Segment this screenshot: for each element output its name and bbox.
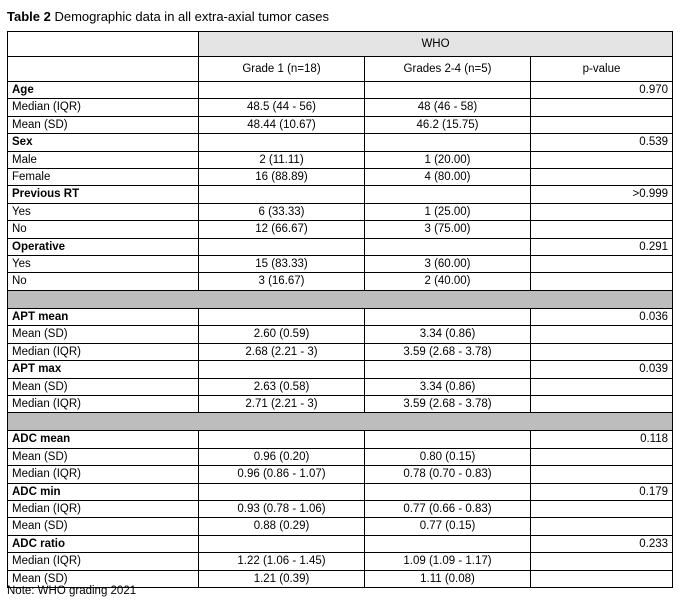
table-row [8, 553, 673, 570]
grade1-cell: 48.44 (10.67) [199, 116, 365, 133]
grade1-cell: 0.93 (0.78 - 1.06) [199, 500, 365, 517]
grade2-4-cell: 4 (80.00) [365, 169, 531, 186]
row-label: Yes [8, 256, 199, 273]
table-row [8, 395, 673, 412]
category-label: APT mean [8, 308, 199, 325]
grade1-cell: 1.21 (0.39) [199, 570, 365, 587]
header-grade1: Grade 1 (n=18) [199, 57, 365, 82]
table-row-category [8, 361, 673, 378]
grade2-4-cell: 0.77 (0.15) [365, 518, 531, 535]
header-row-group [8, 32, 673, 57]
table-row [8, 343, 673, 360]
p-value-cell: 0.039 [531, 361, 673, 378]
header-who: WHO [199, 32, 673, 57]
grade1-cell: 12 (66.67) [199, 221, 365, 238]
grade2-4-cell: 3.59 (2.68 - 3.78) [365, 343, 531, 360]
section-separator [8, 290, 673, 308]
row-label: Mean (SD) [8, 448, 199, 465]
grade2-4-cell: 0.80 (0.15) [365, 448, 531, 465]
table-row [8, 448, 673, 465]
row-label: Median (IQR) [8, 99, 199, 116]
p-value-cell: 0.233 [531, 535, 673, 552]
table-row-category [8, 186, 673, 203]
demographic-table [7, 31, 673, 588]
table-row [8, 116, 673, 133]
row-label: Mean (SD) [8, 518, 199, 535]
table-number: Table 2 [7, 9, 51, 24]
row-label: Mean (SD) [8, 116, 199, 133]
grade2-4-cell: 3 (75.00) [365, 221, 531, 238]
row-label: Median (IQR) [8, 500, 199, 517]
table-row-category [8, 535, 673, 552]
grade1-cell: 3 (16.67) [199, 273, 365, 290]
row-label: Mean (SD) [8, 570, 199, 587]
grade2-4-cell: 1.11 (0.08) [365, 570, 531, 587]
row-label: Female [8, 169, 199, 186]
p-value-cell: 0.539 [531, 134, 673, 151]
table-row [8, 99, 673, 116]
row-label: Median (IQR) [8, 466, 199, 483]
grade2-4-cell: 2 (40.00) [365, 273, 531, 290]
grade2-4-cell: 3.34 (0.86) [365, 378, 531, 395]
category-label: Operative [8, 238, 199, 255]
table-title: Demographic data in all extra-axial tumor cases [54, 9, 330, 24]
table-row [8, 221, 673, 238]
row-label: Mean (SD) [8, 378, 199, 395]
table-row [8, 326, 673, 343]
category-label: ADC ratio [8, 535, 199, 552]
row-label: Mean (SD) [8, 326, 199, 343]
table-caption [7, 8, 329, 26]
grade1-cell: 2.63 (0.58) [199, 378, 365, 395]
category-label: Age [8, 82, 199, 99]
grade1-cell: 16 (88.89) [199, 169, 365, 186]
grade2-4-cell: 3.59 (2.68 - 3.78) [365, 395, 531, 412]
row-label: No [8, 273, 199, 290]
grade1-cell: 1.22 (1.06 - 1.45) [199, 553, 365, 570]
grade2-4-cell: 1 (20.00) [365, 151, 531, 168]
grade1-cell: 0.88 (0.29) [199, 518, 365, 535]
table-row-category [8, 134, 673, 151]
p-value-cell: >0.999 [531, 186, 673, 203]
table-row [8, 169, 673, 186]
table-footnote: Note: WHO grading 2021 [7, 585, 137, 597]
grade1-cell: 6 (33.33) [199, 203, 365, 220]
grade1-cell: 2.60 (0.59) [199, 326, 365, 343]
grade2-4-cell: 46.2 (15.75) [365, 116, 531, 133]
grade1-cell: 0.96 (0.86 - 1.07) [199, 466, 365, 483]
grade2-4-cell: 1.09 (1.09 - 1.17) [365, 553, 531, 570]
table-row [8, 273, 673, 290]
grade1-cell: 0.96 (0.20) [199, 448, 365, 465]
table-row-category [8, 82, 673, 99]
grade1-cell: 15 (83.33) [199, 256, 365, 273]
table-row [8, 256, 673, 273]
header-empty-cell [8, 32, 199, 57]
category-label: Previous RT [8, 186, 199, 203]
category-label: ADC min [8, 483, 199, 500]
row-label: Median (IQR) [8, 343, 199, 360]
header-grade2-4: Grades 2-4 (n=5) [365, 57, 531, 82]
header-empty-cell [8, 57, 199, 82]
table-row [8, 203, 673, 220]
row-label: Median (IQR) [8, 395, 199, 412]
grade2-4-cell: 48 (46 - 58) [365, 99, 531, 116]
table-row-category [8, 238, 673, 255]
p-value-cell: 0.970 [531, 82, 673, 99]
p-value-cell: 0.118 [531, 431, 673, 448]
p-value-cell: 0.179 [531, 483, 673, 500]
category-label: Sex [8, 134, 199, 151]
grade2-4-cell: 3.34 (0.86) [365, 326, 531, 343]
p-value-cell: 0.036 [531, 308, 673, 325]
header-p-value: p-value [531, 57, 673, 82]
p-value-cell: 0.291 [531, 238, 673, 255]
header-row-columns [8, 57, 673, 82]
row-label: Male [8, 151, 199, 168]
grade2-4-cell: 1 (25.00) [365, 203, 531, 220]
row-label: Yes [8, 203, 199, 220]
grade2-4-cell: 0.77 (0.66 - 0.83) [365, 500, 531, 517]
grade1-cell: 2.68 (2.21 - 3) [199, 343, 365, 360]
table-row-category [8, 308, 673, 325]
category-label: APT max [8, 361, 199, 378]
row-label: Median (IQR) [8, 553, 199, 570]
grade2-4-cell: 3 (60.00) [365, 256, 531, 273]
table-row [8, 466, 673, 483]
grade1-cell: 2.71 (2.21 - 3) [199, 395, 365, 412]
table-row [8, 500, 673, 517]
table-row [8, 378, 673, 395]
table-row [8, 151, 673, 168]
table-row-category [8, 483, 673, 500]
table-row [8, 518, 673, 535]
grade1-cell: 48.5 (44 - 56) [199, 99, 365, 116]
table-row-category [8, 431, 673, 448]
grade2-4-cell: 0.78 (0.70 - 0.83) [365, 466, 531, 483]
category-label: ADC mean [8, 431, 199, 448]
section-separator [8, 413, 673, 431]
row-label: No [8, 221, 199, 238]
grade1-cell: 2 (11.11) [199, 151, 365, 168]
